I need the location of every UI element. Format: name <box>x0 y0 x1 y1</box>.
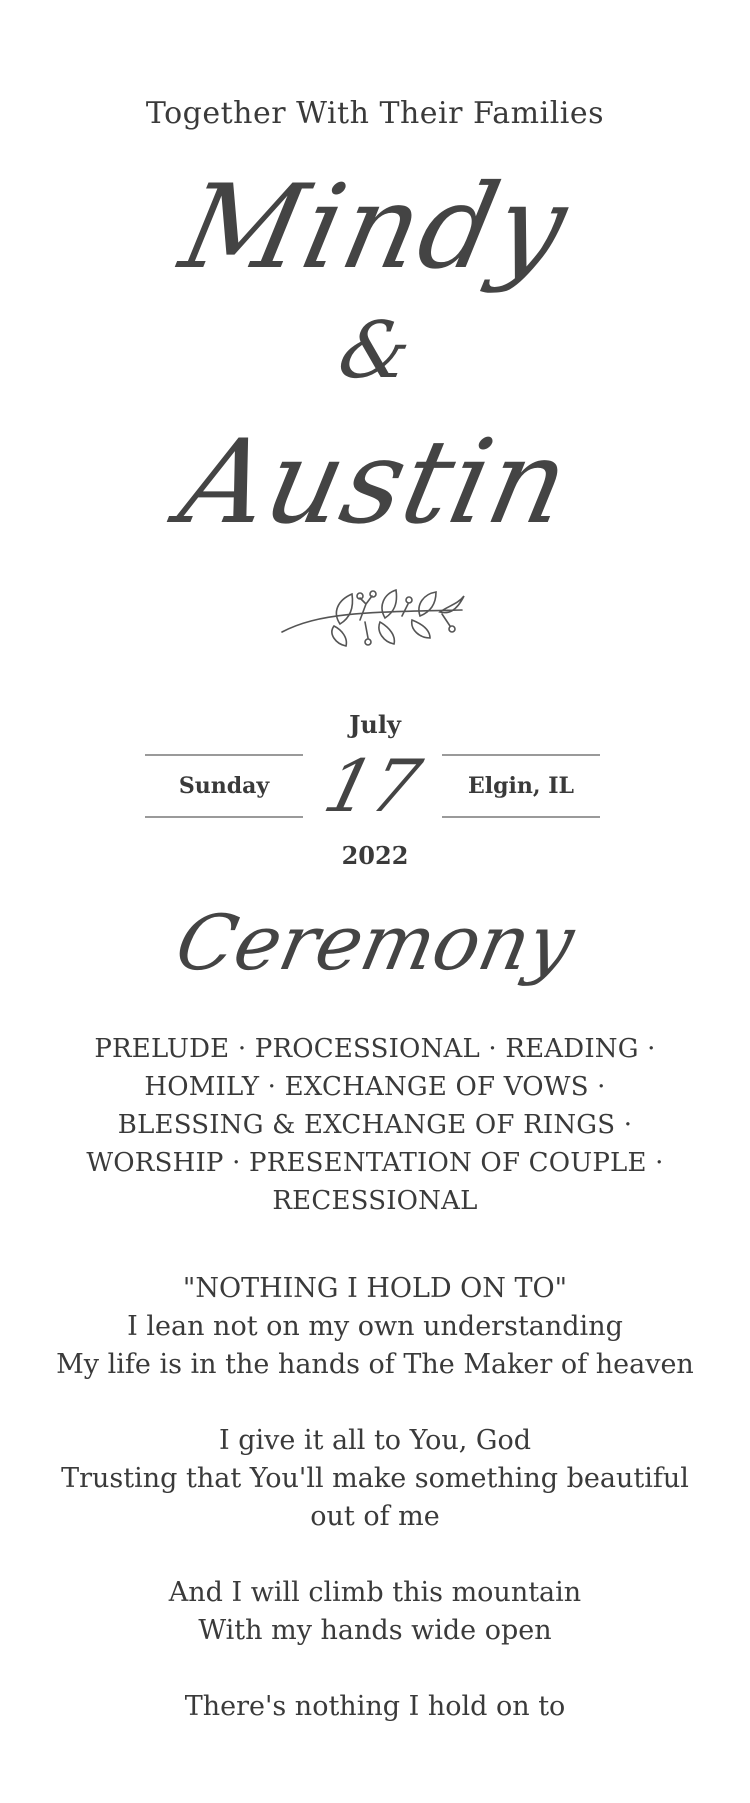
ampersand: & <box>332 306 418 396</box>
song-lyrics <box>45 1270 705 1764</box>
lyrics-stanza <box>45 1574 705 1650</box>
date-day: 17 <box>316 744 429 828</box>
order-of-service: PRELUDE · PROCESSIONAL · READING · HOMILY · EXCHANGE OF VOWS · BLESSING & EXCHANGE OF RINGS · WORSHIP · PRESENTATION OF COUPLE · RECESSIONAL <box>86 1034 664 1216</box>
song-title: "NOTHING I HOLD ON TO" <box>182 1273 568 1304</box>
lyric-line: I lean not on my own understanding <box>127 1311 623 1342</box>
date-month: July <box>349 710 401 739</box>
lyrics-stanza <box>45 1308 705 1384</box>
bride-name: Mindy <box>170 160 580 295</box>
date-weekday: Sunday <box>145 754 303 818</box>
event-location: Elgin, IL <box>442 754 600 818</box>
lyrics-stanza <box>45 1422 705 1536</box>
lyric-line: There's nothing I hold on to <box>184 1691 566 1722</box>
ceremony-heading: Ceremony <box>168 898 582 987</box>
groom-name: Austin <box>169 415 581 550</box>
lyrics-stanza <box>45 1688 705 1726</box>
lyric-line: I give it all to You, God <box>218 1425 532 1456</box>
date-row <box>145 744 600 828</box>
leaf-sprig-icon <box>280 582 465 652</box>
lyric-line: My life is in the hands of The Maker of heaven <box>56 1349 694 1380</box>
intro-text: Together With Their Families <box>145 96 605 131</box>
lyric-line: And I will climb this mountain <box>168 1577 582 1608</box>
lyric-line: With my hands wide open <box>198 1615 552 1646</box>
date-year: 2022 <box>341 841 409 870</box>
lyric-line: Trusting that You'll make something beautiful out of me <box>61 1463 689 1532</box>
